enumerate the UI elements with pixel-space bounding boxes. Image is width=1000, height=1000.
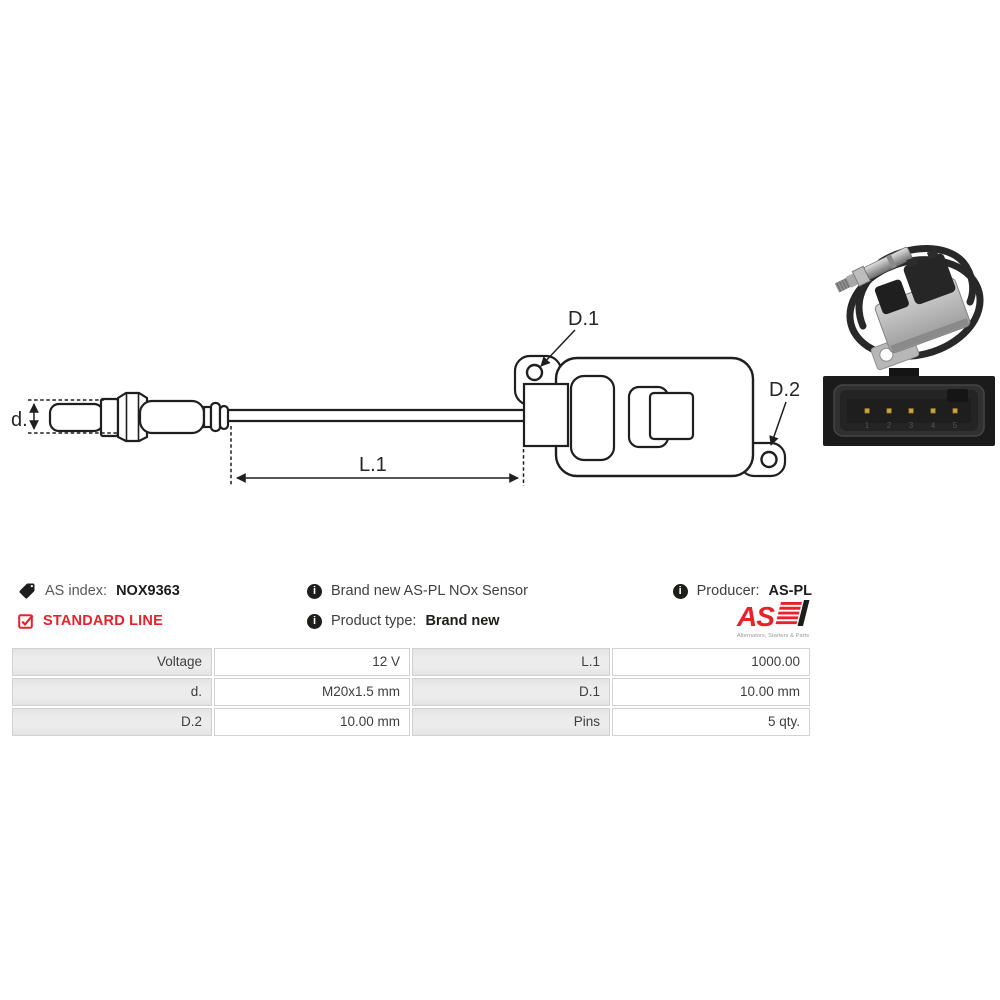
as-index-value: NOX9363	[116, 583, 180, 599]
spec-label-cell: Pins	[412, 708, 610, 736]
dim-label-l1: L.1	[359, 454, 387, 476]
spec-label-cell: D.1	[412, 678, 610, 706]
spec-value-cell: 5 qty.	[612, 708, 810, 736]
logo-as-text: AS	[737, 601, 774, 632]
mount-hole-d1	[527, 365, 542, 380]
product-description: Brand new AS-PL NOx Sensor	[331, 583, 528, 599]
product-photo	[823, 230, 998, 372]
info-icon: i	[673, 584, 688, 599]
spec-label-cell: D.2	[12, 708, 212, 736]
spec-label-cell: d.	[12, 678, 212, 706]
spec-value-cell: 12 V	[214, 648, 410, 676]
dim-label-d2: D.2	[769, 379, 801, 401]
producer-label: Producer:	[696, 583, 760, 599]
info-icon: i	[307, 584, 322, 599]
spec-value-cell: 10.00 mm	[214, 708, 410, 736]
as-index-label: AS index:	[45, 583, 108, 599]
sensor-probe-outline	[50, 356, 785, 476]
as-pl-logo	[736, 598, 814, 640]
logo-stripes	[775, 600, 809, 626]
spec-label-cell: L.1	[412, 648, 610, 676]
svg-text:4: 4	[930, 421, 936, 430]
ecu-inner-square	[650, 393, 693, 439]
probe-ring-2	[220, 406, 228, 429]
product-type-row	[307, 611, 500, 631]
spec-value-cell: M20x1.5 mm	[214, 678, 410, 706]
cable-connector-block	[524, 384, 568, 446]
probe-ring-1	[211, 403, 220, 431]
standard-line-label: STANDARD LINE	[43, 613, 163, 629]
probe-tip	[50, 404, 103, 431]
ecu-inner-connector	[571, 376, 614, 460]
dim-label-d: d.	[11, 409, 28, 431]
tag-icon	[18, 582, 36, 600]
info-icon: i	[307, 614, 322, 629]
dim-d2-leader	[771, 402, 786, 445]
technical-drawing	[0, 225, 815, 525]
spec-value-cell: 1000.00	[612, 648, 810, 676]
svg-text:1: 1	[864, 421, 870, 430]
product-type-label: Product type:	[331, 613, 417, 629]
connector-notch	[947, 389, 968, 402]
svg-text:5: 5	[952, 421, 958, 430]
svg-text:2: 2	[886, 421, 892, 430]
standard-line-row	[18, 611, 163, 631]
probe-collar	[101, 399, 118, 436]
mount-hole-d2	[762, 452, 777, 467]
as-index-row	[18, 581, 180, 601]
connector-photo	[823, 368, 995, 446]
check-square-icon	[18, 613, 34, 629]
description-row	[307, 581, 528, 601]
spec-label-cell: Voltage	[12, 648, 212, 676]
logo-tagline: Alternators, Starters & Parts	[736, 633, 810, 639]
spec-table	[12, 648, 810, 736]
product-type-value: Brand new	[425, 613, 500, 629]
svg-text:3: 3	[908, 421, 914, 430]
probe-body	[140, 401, 204, 433]
dim-label-d1: D.1	[568, 308, 600, 330]
spec-value-cell: 10.00 mm	[612, 678, 810, 706]
producer-value: AS-PL	[768, 583, 812, 599]
